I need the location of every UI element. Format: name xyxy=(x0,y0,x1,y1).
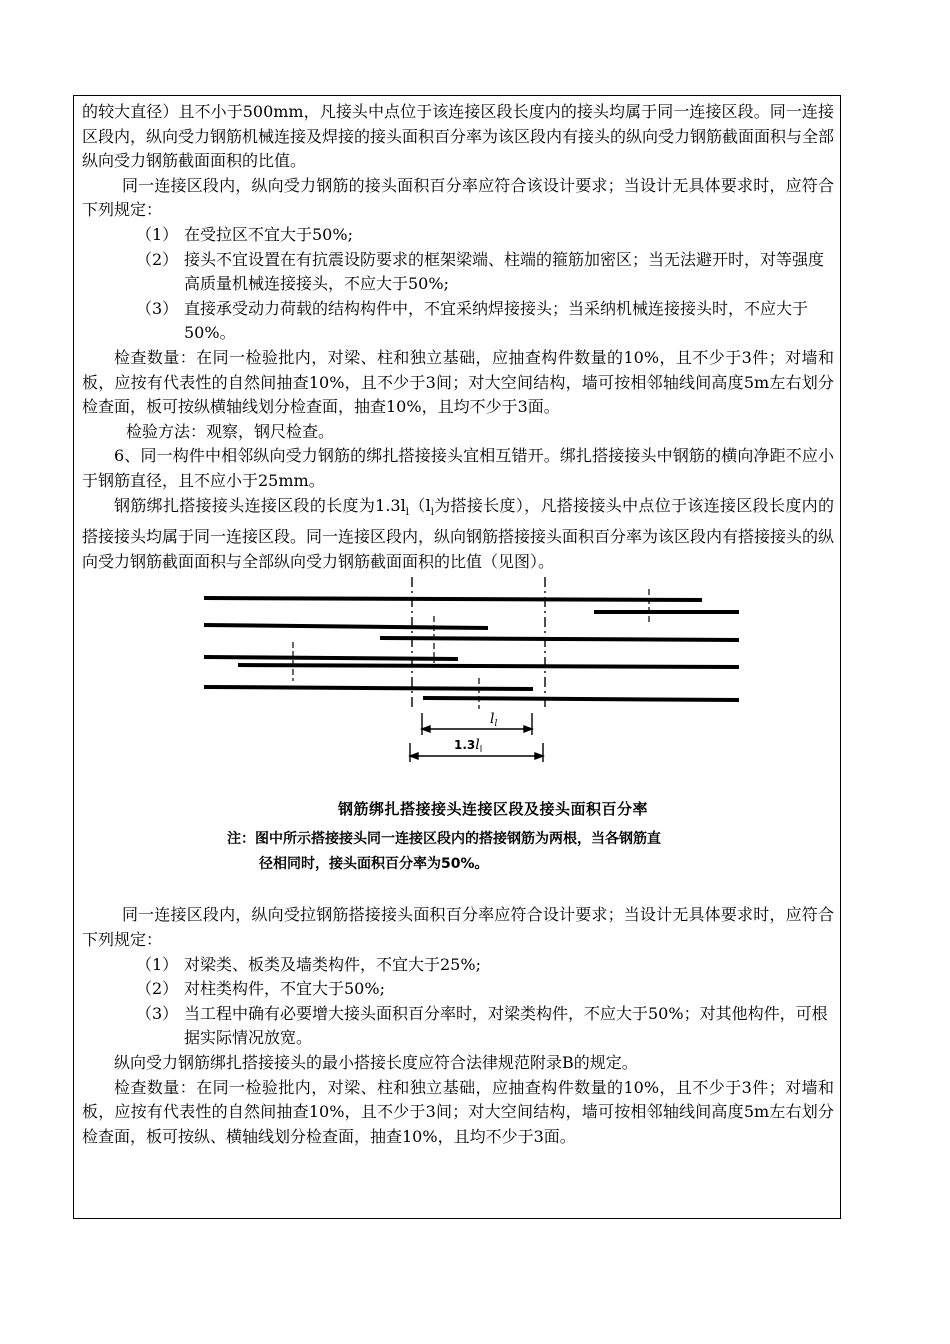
arrowhead xyxy=(422,726,430,732)
paragraph-4: 检验方法：观察，钢尺检查。 xyxy=(126,421,335,441)
list-item-number: （3） xyxy=(136,298,179,318)
subscript: l xyxy=(430,506,434,518)
list-item xyxy=(82,977,834,1002)
list-item xyxy=(82,1002,834,1051)
rebar-line xyxy=(204,687,533,689)
rebar-line xyxy=(204,657,458,659)
list-item-text: 对柱类构件，不宜大于50%; xyxy=(184,979,385,999)
list-item xyxy=(82,297,834,346)
rebar-line xyxy=(204,625,488,628)
list-item-number: （1） xyxy=(136,954,179,974)
figure-caption: 钢筋绑扎搭接接头连接区段及接头面积百分率 xyxy=(338,800,649,819)
paragraph-6-mid: （l xyxy=(408,495,431,515)
list-item xyxy=(82,248,834,297)
list-item xyxy=(82,953,834,978)
lap-splice-figure xyxy=(82,577,834,903)
list-item-number: （2） xyxy=(136,979,179,999)
paragraph-6-rest: 为搭接长度），凡搭接接头中点位于该连接区段长度内的搭接接头均属于同一连接区段。同一连接区段内，纵向钢筋搭接接头面积百分率为该区段内有搭接接头的纵向受力钢筋截面面积与全部纵向受力钢筋截面面积的比值（见图）。 xyxy=(82,495,835,571)
paragraph-8: 纵向受力钢筋绑扎搭接接头的最小搭接长度应符合法律规范附录B的规定。 xyxy=(114,1053,638,1073)
subscript: l xyxy=(405,506,409,518)
arrowhead xyxy=(524,726,532,732)
list-2 xyxy=(82,953,834,1051)
list-item-text: 接头不宜设置在有抗震设防要求的框架梁端、柱端的箍筋加密区；当无法避开时，对等强度高质量机械连接接头，不应大于50%; xyxy=(184,249,825,294)
rebar-line xyxy=(423,698,739,700)
label-l: $l_l$ xyxy=(490,711,498,730)
document-body xyxy=(82,100,834,1149)
paragraph-1: 的较大直径）且不小于500mm，凡接头中点位于该连接区段长度内的接头均属于同一连接区段。同一连接区段内，纵向受力钢筋机械连接及焊接的接头面积百分率为该区段内有接头的纵向受力钢筋截面面积与全部纵向受力钢筋截面面积的比值。 xyxy=(82,102,835,171)
paragraph-6-start: 钢筋绑扎搭接接头连接区段的长度为1.3l xyxy=(114,495,406,515)
paragraph-9: 检查数量：在同一检验批内，对梁、柱和独立基础，应抽查构件数量的10%，且不少于3件；对墙和板，应按有代表性的自然间抽查10%，且不少于3间；对大空间结构，墙可按相邻轴线间高度5m左右划分检查面，板可按纵、横轴线划分检查面，抽查10%，且均不少于3面。 xyxy=(82,1077,834,1146)
arrowhead xyxy=(535,753,543,759)
paragraph-5: 6、同一构件中相邻纵向受力钢筋的绑扎搭接接头宜相互错开。绑扎搭接接头中钢筋的横向净距不应小于钢筋直径，且不应小于25mm。 xyxy=(82,446,834,490)
list-item-text: 当工程中确有必要增大接头面积百分率时，对梁类构件，不应大于50%；对其他构件，可根据实际情况放宽。 xyxy=(184,1003,828,1048)
list-1 xyxy=(82,223,834,346)
list-item-text: 对梁类、板类及墙类构件，不宜大于25%; xyxy=(184,954,481,974)
list-item-text: 直接承受动力荷载的结构构件中，不宜采纳焊接接头；当采纳机械连接接头时，不应大于50%。 xyxy=(184,298,809,343)
figure-note-line-2: 径相同时，接头面积百分率为50%。 xyxy=(259,856,489,873)
paragraph-6 xyxy=(82,494,834,575)
document-frame xyxy=(73,95,841,1219)
label-1-3l: $1.3l_l$ xyxy=(454,737,483,756)
rebar-line xyxy=(238,665,739,667)
list-item-number: （2） xyxy=(136,249,179,269)
paragraph-3: 检查数量：在同一检验批内，对梁、柱和独立基础，应抽查构件数量的10%，且不少于3件；对墙和板，应按有代表性的自然间抽查10%，且不少于3间；对大空间结构，墙可按相邻轴线间高度5m左右划分检查面，板可按纵横轴线划分检查面，抽查10%，且均不少于3面。 xyxy=(82,347,834,417)
list-item-number: （1） xyxy=(136,224,179,244)
paragraph-7: 同一连接区段内，纵向受拉钢筋搭接接头面积百分率应符合设计要求；当设计无具体要求时，应符合下列规定： xyxy=(82,905,834,950)
paragraph-2: 同一连接区段内，纵向受力钢筋的接头面积百分率应符合该设计要求；当设计无具体要求时，应符合下列规定： xyxy=(82,175,834,220)
list-item-text: 在受拉区不宜大于50%; xyxy=(184,224,353,244)
figure-note-line-1: 注：图中所示搭接接头同一连接区段内的搭接钢筋为两根，当各钢筋直 xyxy=(227,831,661,848)
list-item-number: （3） xyxy=(136,1003,179,1023)
arrowhead xyxy=(410,753,418,759)
list-item xyxy=(82,223,834,248)
rebar-line xyxy=(204,598,702,600)
